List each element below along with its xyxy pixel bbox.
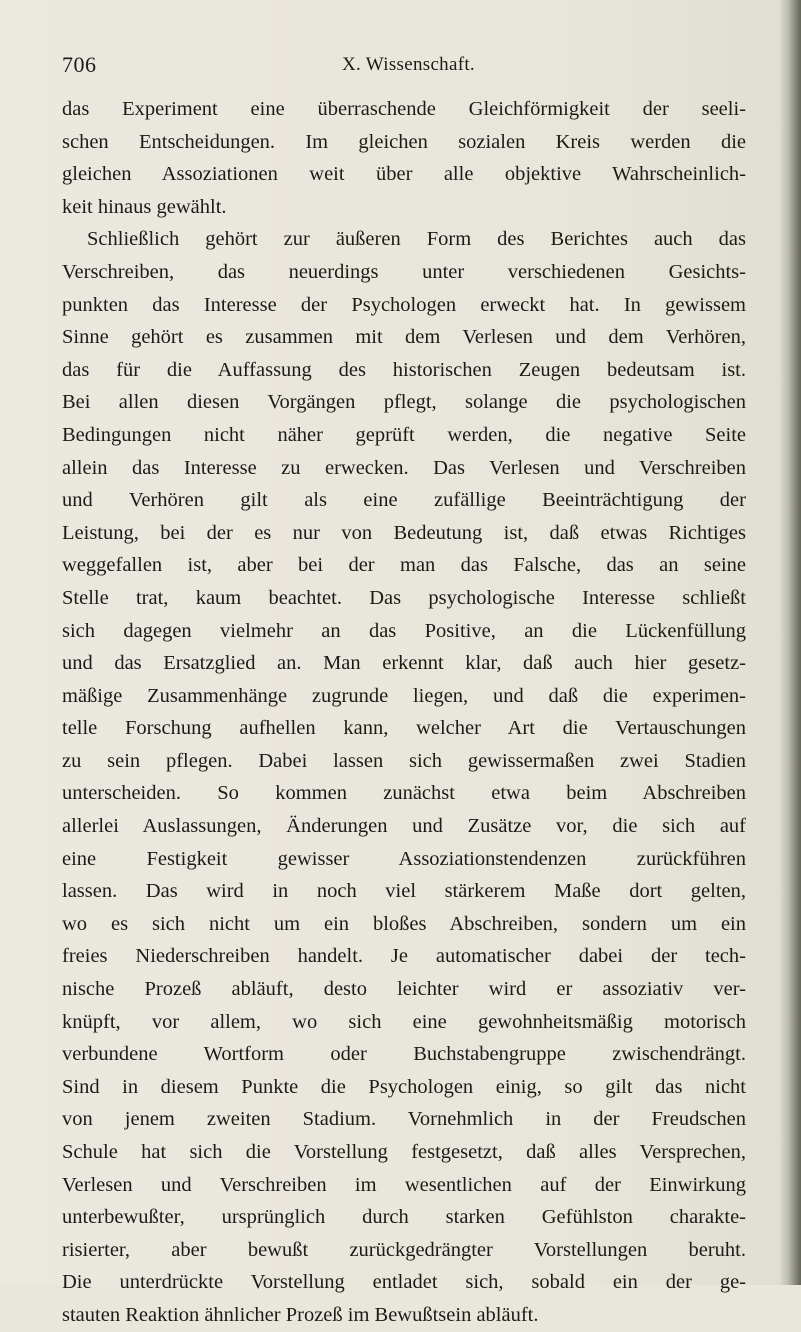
text-line: Bedingungen nicht näher geprüft werden, die negative Seite: [62, 423, 746, 446]
text-line: nische Prozeß abläuft, desto leichter wird er assoziativ ver-: [62, 978, 746, 1001]
text-line: Verschreiben, das neuerdings unter verschiedenen Gesichts-: [62, 260, 746, 283]
text-line: Verlesen und Verschreiben im wesentlichen auf der Einwirkung: [62, 1173, 746, 1196]
text-line: lassen. Das wird in noch viel stärkerem Maße dort gelten,: [62, 880, 746, 903]
text-line: Sind in diesem Punkte die Psychologen einig, so gilt das nicht: [62, 1075, 746, 1098]
text-line: knüpft, vor allem, wo sich eine gewohnheitsmäßig motorisch: [62, 1010, 746, 1033]
running-head: X. Wissenschaft.: [342, 54, 475, 75]
page-number: 706: [62, 52, 97, 77]
text-line: allerlei Auslassungen, Änderungen und Zusätze vor, die sich auf: [62, 815, 746, 838]
text-line: freies Niederschreiben handelt. Je automatischer dabei der tech-: [62, 945, 746, 968]
text-line: eine Festigkeit gewisser Assoziationstendenzen zurückführen: [62, 847, 746, 870]
text-line: Die unterdrückte Vorstellung entladet sich, sobald ein der ge-: [62, 1271, 746, 1294]
text-line: Schule hat sich die Vorstellung festgesetzt, daß alles Versprechen,: [62, 1141, 746, 1163]
text-line: und das Ersatzglied an. Man erkennt klar, daß auch hier gesetz-: [62, 652, 746, 675]
text-line: allein das Interesse zu erwecken. Das Verlesen und Verschreiben: [62, 456, 746, 479]
text-line: von jenem zweiten Stadium. Vornehmlich in der Freudschen: [62, 1108, 746, 1131]
text-line: das für die Auffassung des historischen Zeugen bedeutsam ist.: [62, 358, 746, 381]
text-line: punkten das Interesse der Psychologen erweckt hat. In gewissem: [62, 293, 746, 316]
text-line: wo es sich nicht um ein bloßes Abschreiben, sondern um ein: [62, 912, 746, 935]
text-line: gleichen Assoziationen weit über alle objektive Wahrscheinlich-: [62, 163, 746, 186]
text-line: Bei allen diesen Vorgängen pflegt, solange die psychologischen: [62, 391, 746, 414]
text-line: und Verhören gilt als eine zufällige Beeinträchtigung der: [62, 489, 746, 512]
page-header: [62, 52, 742, 80]
text-line: stauten Reaktion ähnlicher Prozeß im Bewußtsein abläuft.: [62, 1303, 539, 1326]
text-line: mäßige Zusammenhänge zugrunde liegen, und daß die experimen-: [62, 684, 746, 707]
page-binding-edge: [779, 0, 801, 1285]
text-line: telle Forschung aufhellen kann, welcher Art die Vertauschungen: [62, 717, 746, 740]
text-line: das Experiment eine überraschende Gleichförmigkeit der seeli-: [62, 98, 746, 120]
text-line: Schließlich gehört zur äußeren Form des Berichtes auch das: [87, 228, 746, 251]
text-line: keit hinaus gewählt.: [62, 195, 227, 218]
text-line: Sinne gehört es zusammen mit dem Verlesen und dem Verhören,: [62, 326, 746, 349]
text-line: weggefallen ist, aber bei der man das Falsche, das an seine: [62, 554, 746, 577]
text-line: unterscheiden. So kommen zunächst etwa beim Abschreiben: [62, 782, 746, 805]
text-line: zu sein pflegen. Dabei lassen sich gewissermaßen zwei Stadien: [62, 749, 746, 772]
text-line: verbundene Wortform oder Buchstabengruppe zwischendrängt.: [62, 1043, 746, 1066]
text-line: Stelle trat, kaum beachtet. Das psychologische Interesse schließt: [62, 586, 746, 609]
text-line: Leistung, bei der es nur von Bedeutung ist, daß etwas Richtiges: [62, 521, 746, 544]
text-line: sich dagegen vielmehr an das Positive, an die Lückenfüllung: [62, 619, 746, 642]
body-text: [62, 93, 746, 1332]
text-line: risierter, aber bewußt zurückgedrängter Vorstellungen beruht.: [62, 1238, 746, 1261]
text-line: schen Entscheidungen. Im gleichen sozialen Kreis werden die: [62, 130, 746, 153]
text-line: unterbewußter, ursprünglich durch starken Gefühlston charakte-: [62, 1206, 746, 1229]
